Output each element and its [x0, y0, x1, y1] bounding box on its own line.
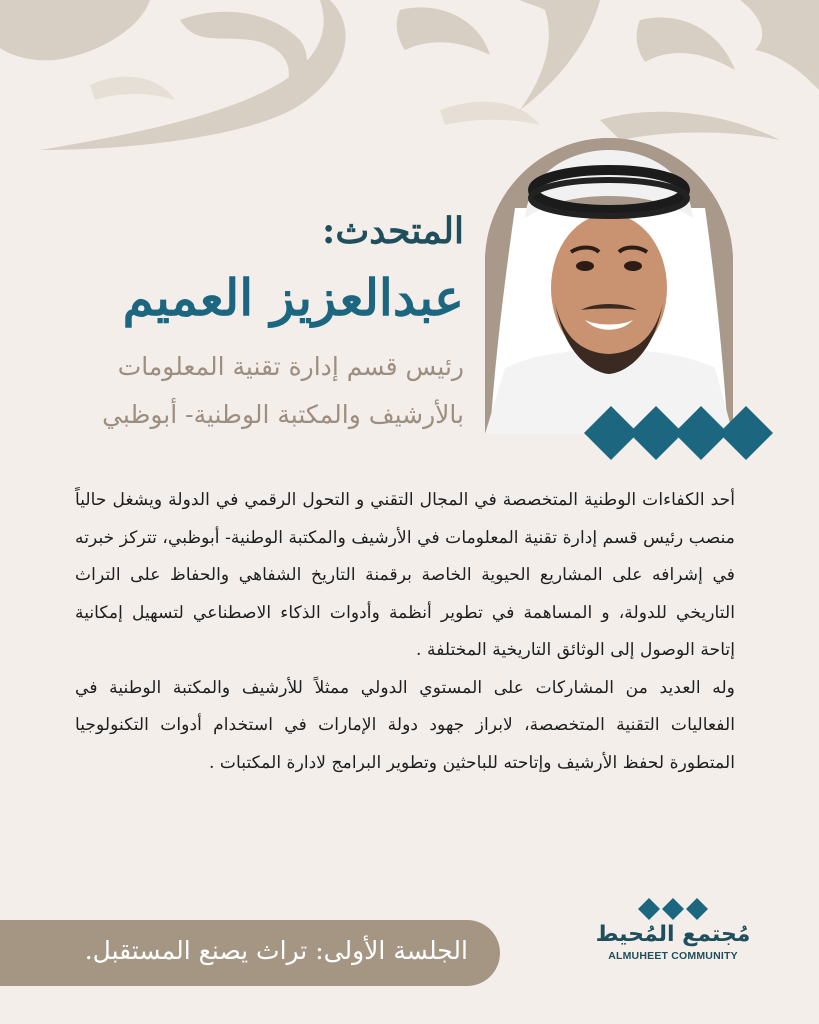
diamond-pattern-icon [584, 406, 774, 460]
session-title: الجلسة الأولى: تراث يصنع المستقبل. [84, 936, 468, 965]
speaker-name: عبدالعزيز العميم [122, 268, 464, 327]
speaker-role-line2: بالأرشيف والمكتبة الوطنية- أبوظبي [102, 400, 464, 429]
community-logo [588, 898, 758, 978]
session-banner [0, 920, 500, 986]
speaker-photo-frame [485, 138, 733, 434]
community-logo-icon [638, 898, 708, 920]
brand-name-english: ALMUHEET COMMUNITY [608, 950, 738, 962]
speaker-role-line1: رئيس قسم إدارة تقنية المعلومات [117, 352, 464, 381]
brand-name-arabic: مُجتمع المُحيط [595, 922, 751, 947]
speaker-bio [75, 482, 735, 782]
speaker-label: المتحدث: [322, 210, 464, 252]
speaker-portrait [485, 138, 733, 434]
bio-paragraph-2: وله العديد من المشاركات على المستوي الدولي ممثلاً للأرشيف والمكتبة الوطنية في الفعاليات التقنية المتخصصة، لابراز جهود دولة الإمارات في استخدام أدوات التكنولوجيا المتطورة لحفظ الأرشيف وإتاحته للباحثين وتطوير البرامج لادارة المكتبات . [75, 677, 735, 773]
bio-paragraph-1: أحد الكفاءات الوطنية المتخصصة في المجال التقني و التحول الرقمي في الدولة ويشغل حالياً منصب رئيس قسم إدارة تقنية المعلومات في الأرشيف والمكتبة الوطنية- أبوظبي، تتركز خبرته في إشرافه على المشاريع الحيوية الخاصة برقمنة التاريخ الشفاهي والحفاظ على التراث التاريخي للدولة، و المساهمة في تطوير أنظمة وأدوات الذكاء الاصطناعي لتسهيل إمكانية إتاحة الوصول إلى الوثائق التاريخية المختلفة . [75, 490, 735, 660]
